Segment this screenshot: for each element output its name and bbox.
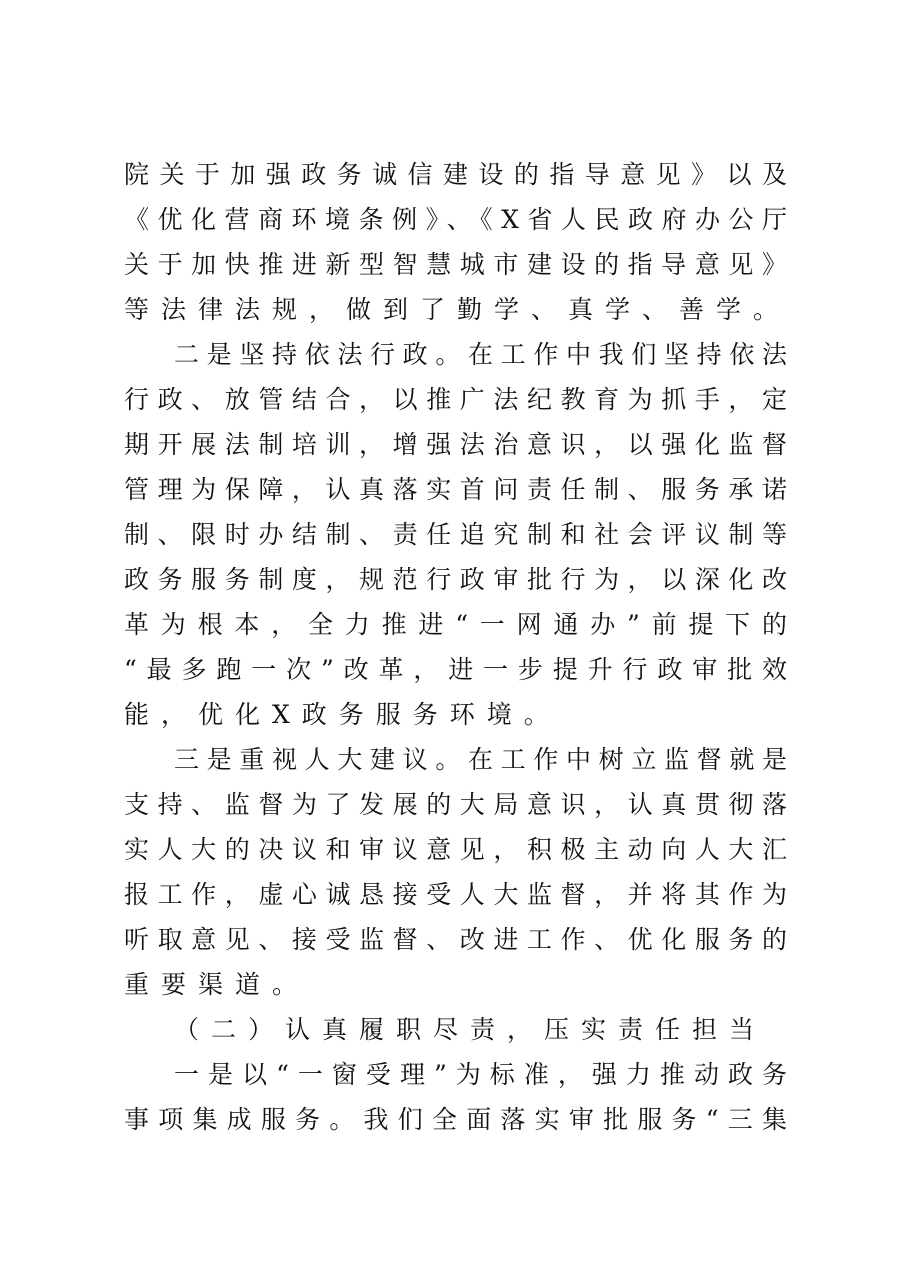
text-line: 事项集成服务。我们全面落实审批服务“三集 — [124, 1105, 788, 1134]
text-line: 实人大的决议和审议意见，积极主动向人大汇 — [124, 835, 788, 864]
text-line: 《优化营商环境条例》、《X省人民政府办公厅 — [124, 205, 788, 234]
text-line: 听取意见、接受监督、改进工作、优化服务的 — [124, 925, 788, 954]
paragraph-first-line: 三是重视人大建议。在工作中树立监督就是 — [174, 745, 788, 774]
text-line: 革为根本，全力推进“一网通办”前提下的 — [124, 610, 788, 639]
text-line: 关于加快推进新型智慧城市建设的指导意见》 — [124, 250, 788, 279]
text-line: 管理为保障，认真落实首问责任制、服务承诺 — [124, 475, 788, 504]
text-line: 重要渠道。 — [124, 970, 310, 999]
text-line: 政务服务制度，规范行政审批行为，以深化改 — [124, 565, 788, 594]
text-line: “最多跑一次”改革，进一步提升行政审批效 — [124, 655, 788, 684]
paragraph-first-line: 二是坚持依法行政。在工作中我们坚持依法 — [174, 340, 788, 369]
text-line: 支持、监督为了发展的大局意识，认真贯彻落 — [124, 790, 788, 819]
text-line: 期开展法制培训，增强法治意识，以强化监督 — [124, 430, 788, 459]
text-line: 行政、放管结合，以推广法纪教育为抓手，定 — [124, 385, 788, 414]
text-line: 院关于加强政务诚信建设的指导意见》以及 — [124, 160, 788, 189]
paragraph-first-line: 一是以“一窗受理”为标准，强力推动政务 — [174, 1060, 788, 1089]
text-line: 能，优化X政务服务环境。 — [124, 700, 561, 729]
text-line: 报工作，虚心诚恳接受人大监督，并将其作为 — [124, 880, 788, 909]
text-line: 等法律法规，做到了勤学、真学、善学。 — [124, 295, 791, 324]
text-line: 制、限时办结制、责任追究制和社会评议制等 — [124, 520, 788, 549]
section-heading: （二）认真履职尽责，压实责任担当 — [174, 1015, 767, 1044]
document-body — [124, 152, 791, 1142]
